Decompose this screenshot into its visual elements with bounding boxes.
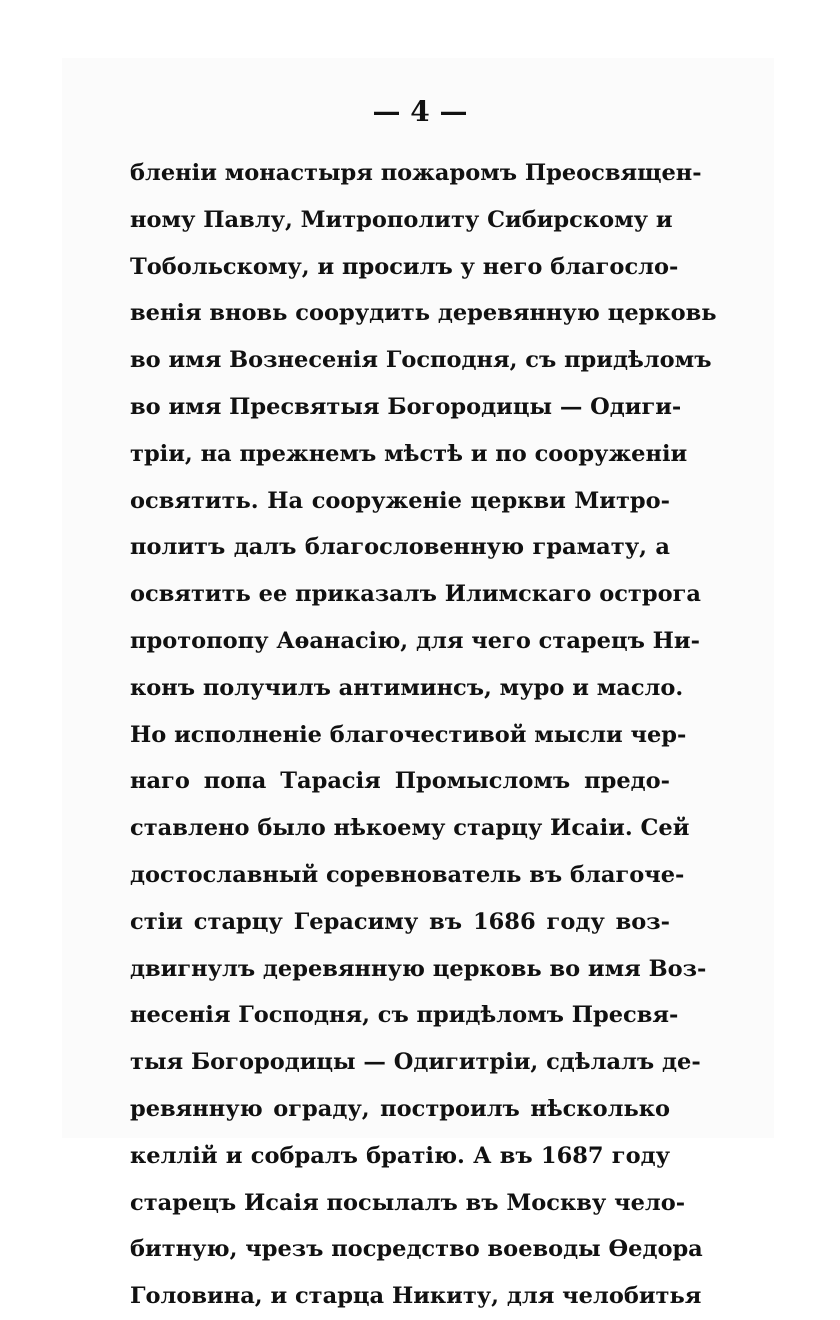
text-line: Головина, и старца Никиту, для челобитья (130, 1283, 702, 1310)
text-line: тріи, на прежнемъ мѣстѣ и по сооруженіи (130, 440, 688, 467)
text-line: келлій и собралъ братію. А въ 1687 году (130, 1142, 670, 1169)
text-line: двигнулъ деревянную церковь во имя Воз- (130, 955, 707, 982)
text-line: ставлено было нѣкоему старцу Исаіи. Сей (130, 815, 690, 842)
text-line: венія вновь соорудить деревянную церковь (130, 300, 717, 327)
page-number: — 4 — (372, 95, 468, 128)
text-line: бленіи монастыря пожаромъ Преосвящен- (130, 160, 702, 186)
text-line: ревянную ограду, построилъ нѣсколько (130, 1095, 670, 1122)
text-line: освятить ее приказалъ Илимскаго острога (130, 581, 701, 608)
text-line: конъ получилъ антиминсъ, муро и масло. (130, 674, 684, 701)
text-line: стіи старцу Герасиму въ 1686 году воз- (130, 908, 670, 935)
text-line: во имя Вознесенія Господня, съ придѣломъ (130, 347, 712, 374)
text-line: Но исполненіе благочестивой мысли чер- (130, 721, 687, 748)
text-line: протопопу Аѳанасію, для чего старецъ Ни- (130, 627, 700, 654)
text-line: наго попа Тарасія Промысломъ предо- (130, 768, 670, 795)
text-line: ному Павлу, Митрополиту Сибирскому и (130, 206, 673, 233)
text-line: освятить. На сооруженіе церкви Митро- (130, 487, 670, 514)
text-line: старецъ Исаія посылалъ въ Москву чело- (130, 1189, 686, 1216)
text-line: тыя Богородицы — Одигитріи, сдѣлалъ де- (130, 1049, 701, 1076)
text-line: достославный соревнователь въ благоче- (130, 861, 685, 888)
text-line: во имя Пресвятыя Богородицы — Одиги- (130, 393, 682, 420)
text-line: несенія Господня, съ придѣломъ Пресвя- (130, 1002, 679, 1029)
text-line: политъ далъ благословенную грамату, а (130, 534, 670, 561)
text-line: битную, чрезъ посредство воеводы Ѳедора (130, 1236, 703, 1263)
text-line: Тобольскому, и просилъ у него благосло- (130, 253, 679, 280)
body-text (130, 150, 717, 1320)
